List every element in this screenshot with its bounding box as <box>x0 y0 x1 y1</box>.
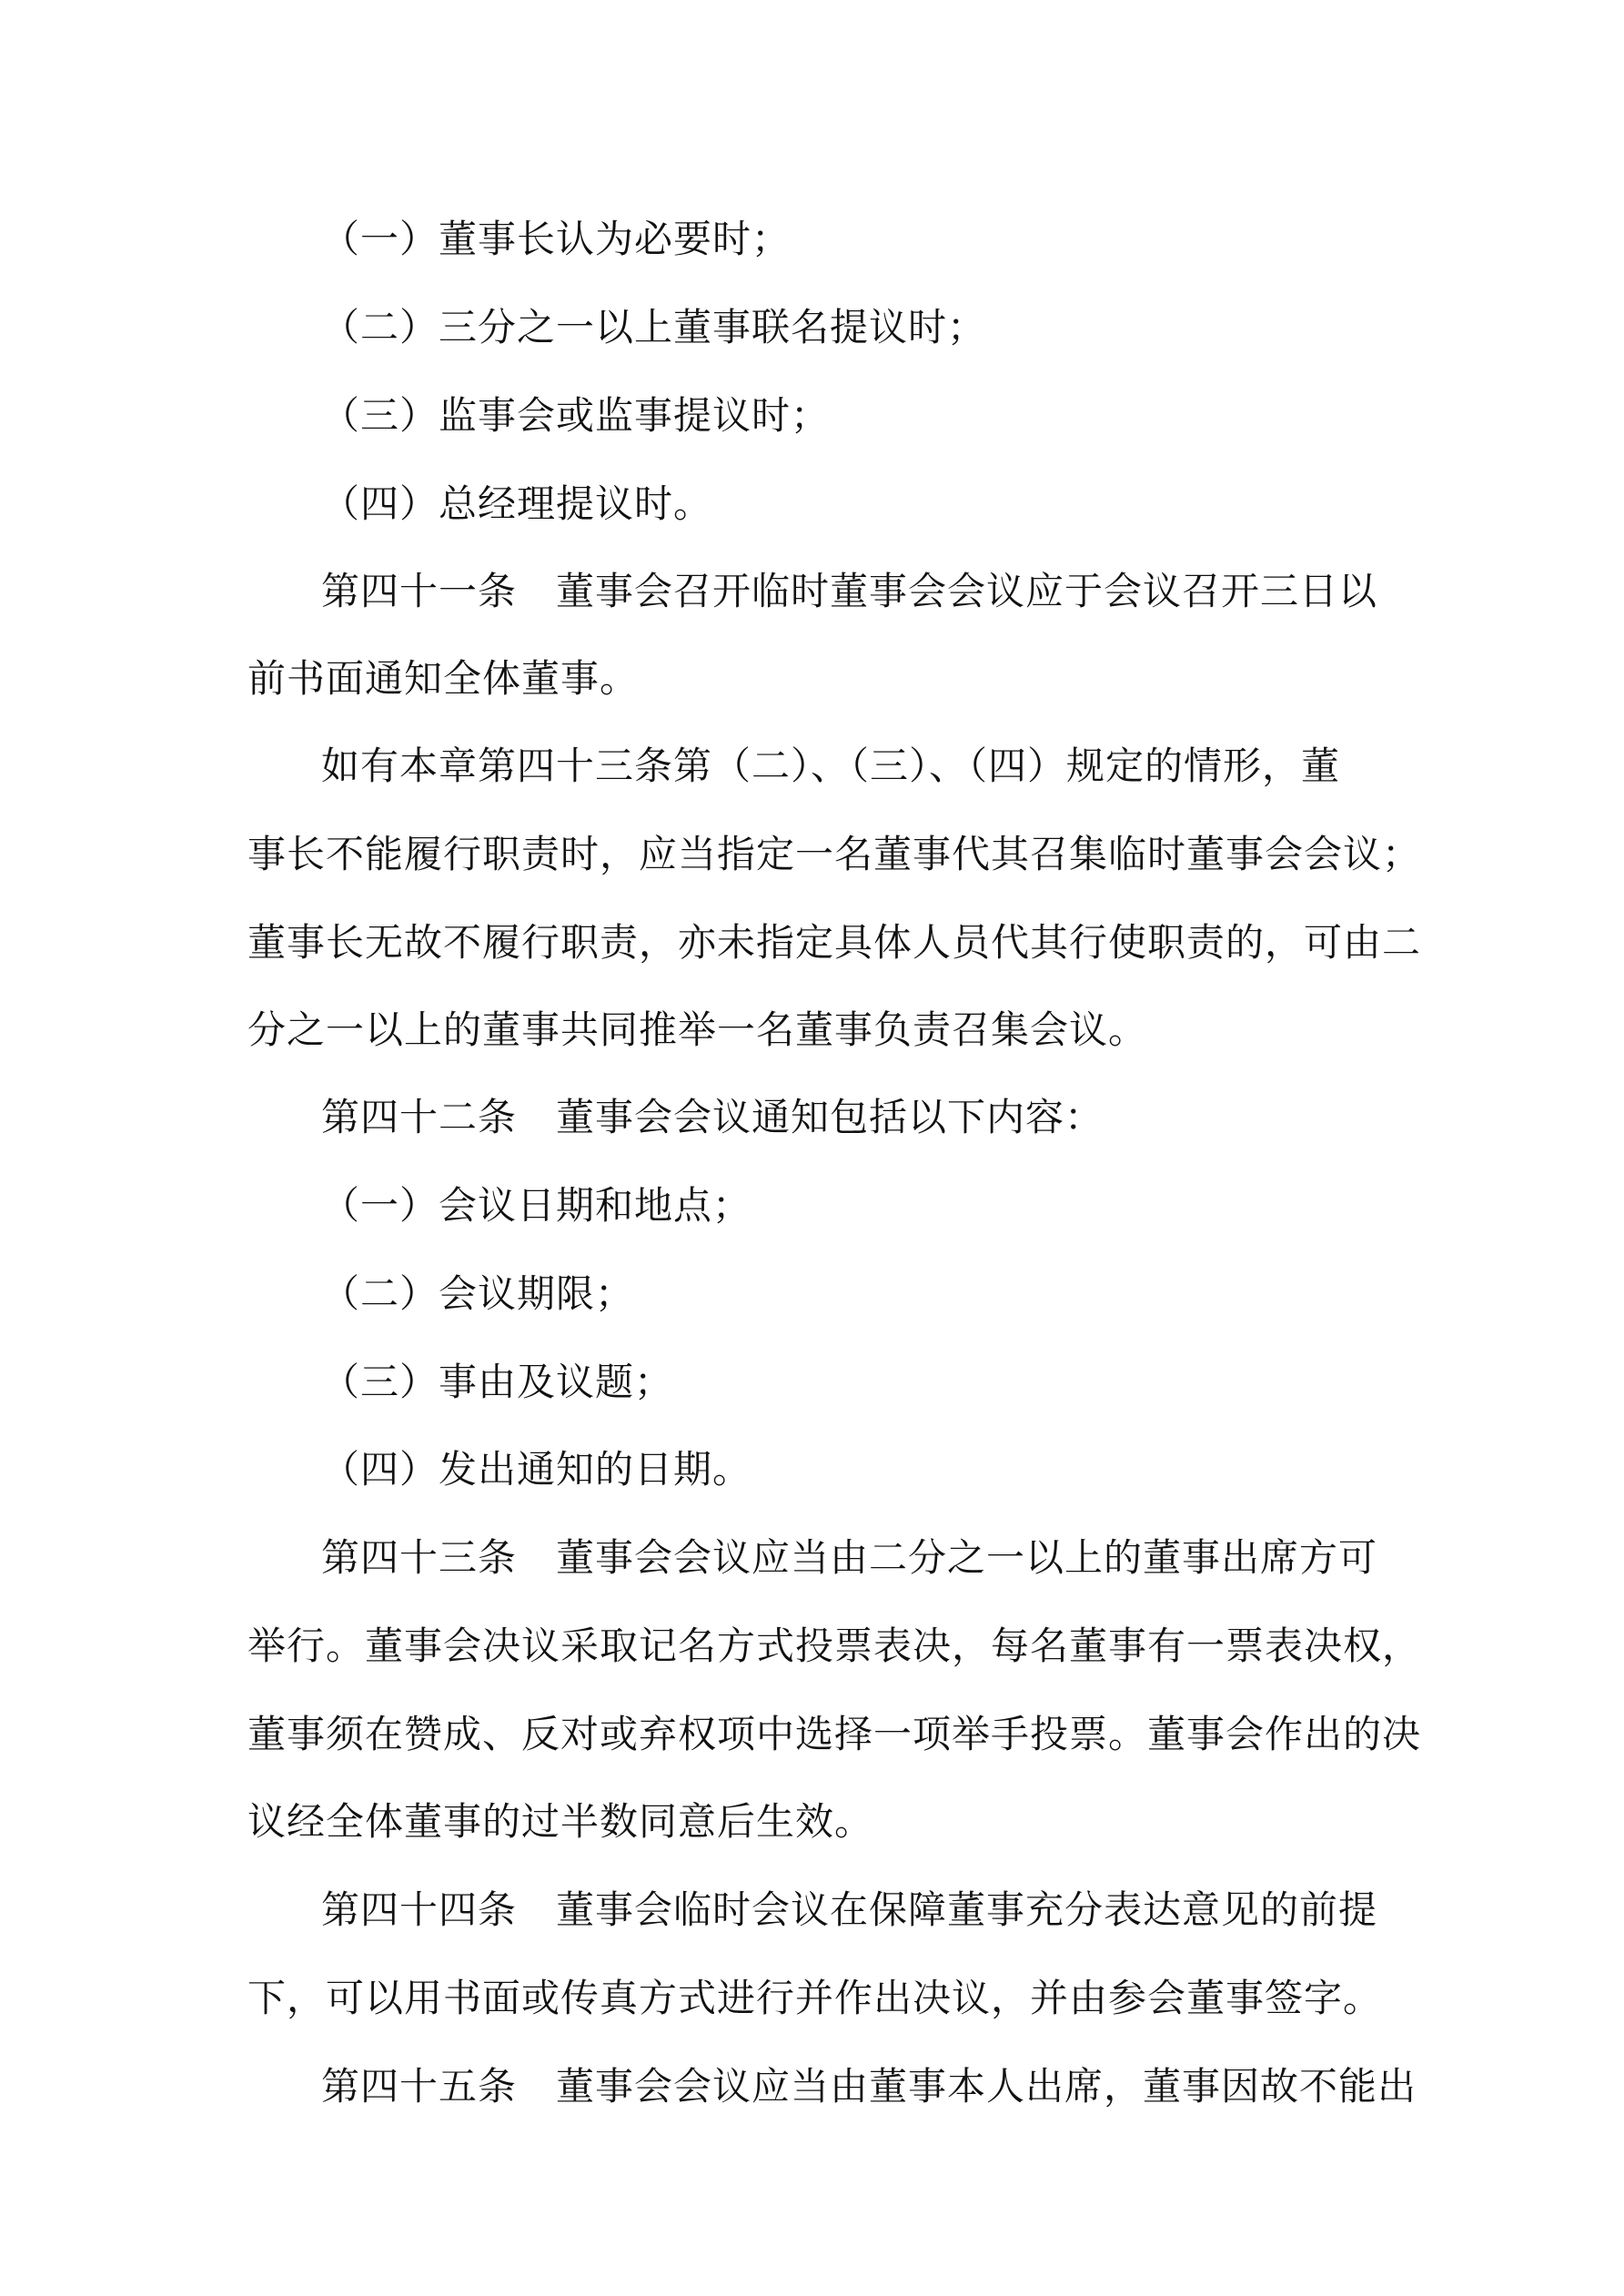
article-43-line-4: 议经全体董事的过半数同意后生效。 <box>247 1799 874 1844</box>
list-item-2-3: （三）事由及议题； <box>321 1360 674 1404</box>
list-item-2-1: （一）会议日期和地点； <box>321 1183 752 1228</box>
list-item-1-4: （四）总经理提议时。 <box>321 481 713 526</box>
article-42-line-1: 第四十二条 董事会会议通知包括以下内容： <box>321 1095 1105 1139</box>
list-item-1-2: （二）三分之一以上董事联名提议时； <box>321 305 987 349</box>
article-44-line-1: 第四十四条 董事会临时会议在保障董事充分表达意见的前提 <box>321 1887 1378 1932</box>
article-41-line-1: 第四十一条 董事会召开临时董事会会议应于会议召开三日以 <box>321 569 1378 613</box>
list-item-2-2: （二）会议期限； <box>321 1271 635 1316</box>
article-43-line-2: 举行。董事会决议采取记名方式投票表决，每名董事有一票表决权， <box>247 1623 1422 1668</box>
paragraph-line-4: 分之一以上的董事共同推举一名董事负责召集会议。 <box>247 1007 1148 1052</box>
paragraph-line-3: 董事长无故不履行职责，亦未指定具体人员代其行使职责的，可由二 <box>247 920 1422 965</box>
article-43-line-3: 董事须在赞成、反对或弃权项中选择一项举手投票。董事会作出的决 <box>247 1712 1422 1756</box>
list-item-1-1: （一）董事长认为必要时； <box>321 217 792 261</box>
article-43-line-1: 第四十三条 董事会会议应当由二分之一以上的董事出席方可 <box>321 1535 1378 1580</box>
article-41-line-2: 前书面通知全体董事。 <box>247 656 640 701</box>
paragraph-line-1: 如有本章第四十三条第（二）、（三）、（四）规定的情形，董 <box>321 743 1341 788</box>
list-item-1-3: （三）监事会或监事提议时； <box>321 393 831 438</box>
article-44-line-2: 下，可以用书面或传真方式进行并作出决议，并由参会董事签字。 <box>247 1976 1383 2020</box>
article-45-line-1: 第四十五条 董事会会议应当由董事本人出席，董事因故不能出 <box>321 2064 1417 2109</box>
paragraph-line-2: 事长不能履行职责时，应当指定一名董事代其召集临时董事会会议； <box>247 832 1422 876</box>
list-item-2-4: （四）发出通知的日期。 <box>321 1447 752 1492</box>
